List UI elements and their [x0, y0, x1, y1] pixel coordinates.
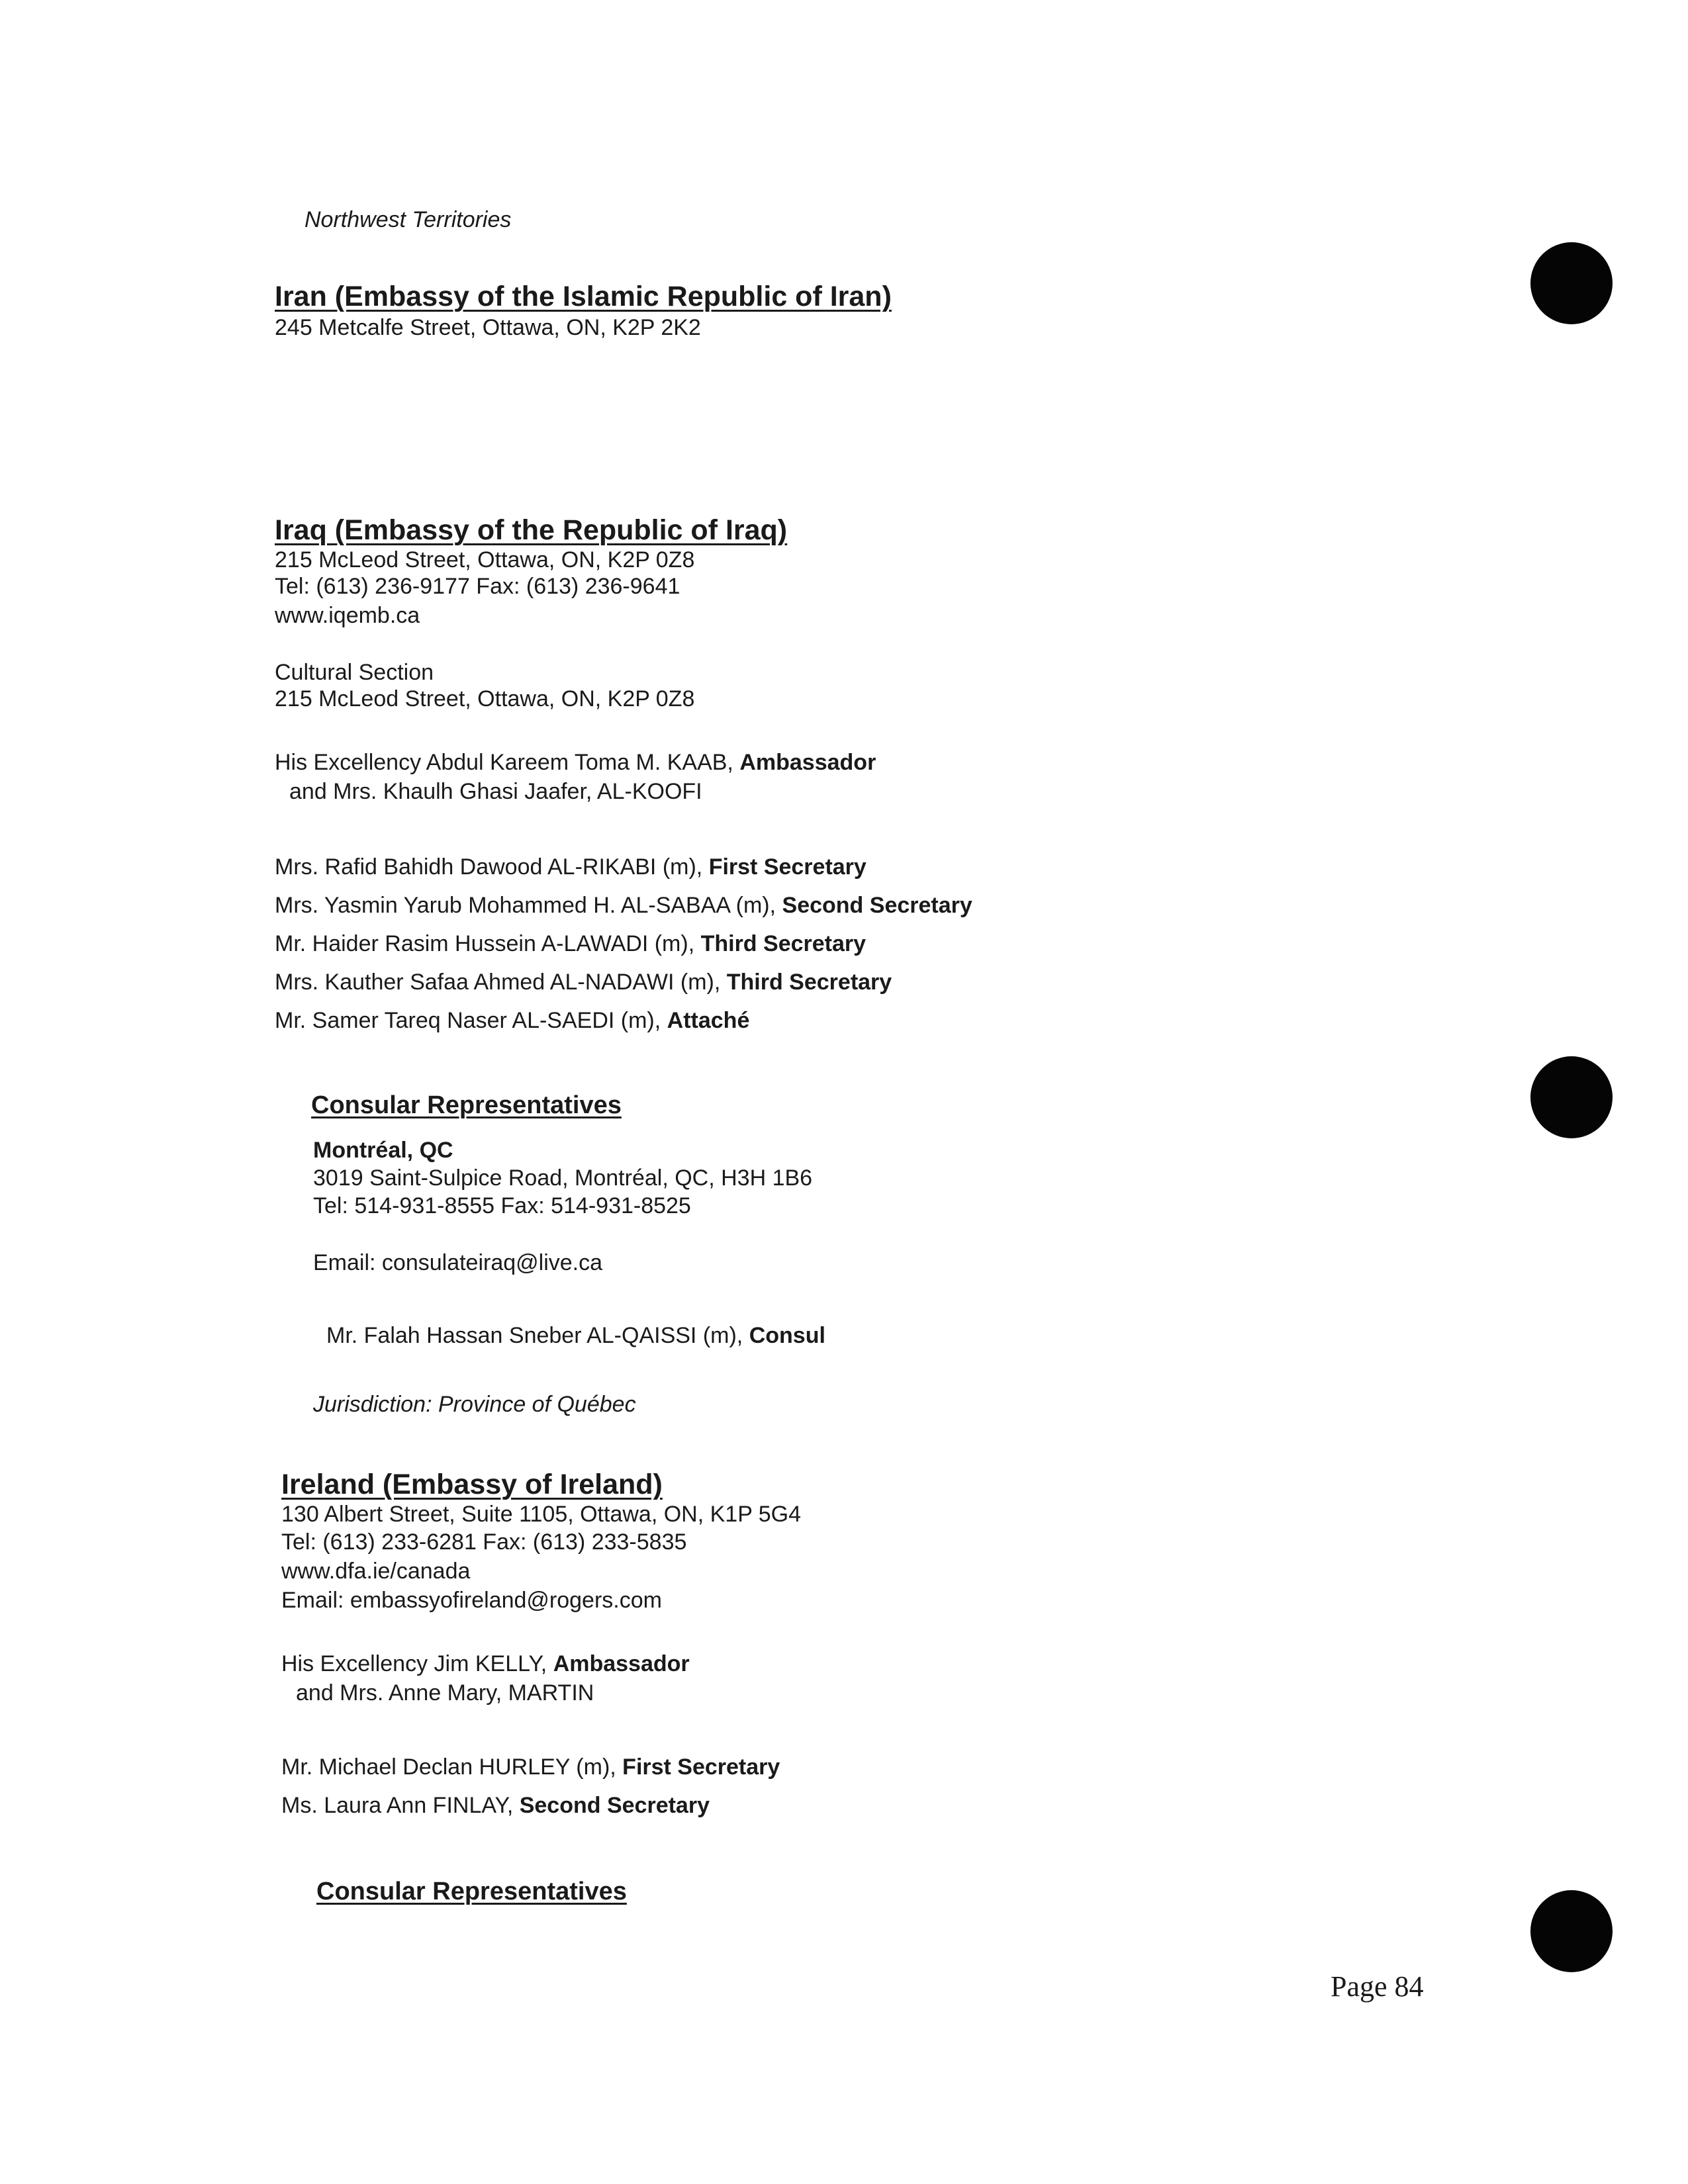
ireland-phone: Tel: (613) 233-6281 Fax: (613) 233-5835: [281, 1529, 687, 1555]
iraq-consular-email: Email: consulateiraq@live.ca: [313, 1250, 603, 1275]
person-title: Consul: [749, 1323, 825, 1348]
person-name: Mr. Michael Declan HURLEY (m),: [281, 1754, 623, 1780]
punch-hole-top: [1530, 242, 1613, 324]
person-name: Ms. Laura Ann FINLAY,: [281, 1793, 520, 1818]
ireland-address: 130 Albert Street, Suite 1105, Ottawa, ON, K1P 5G4: [281, 1502, 801, 1527]
iraq-phone: Tel: (613) 236-9177 Fax: (613) 236-9641: [275, 574, 680, 599]
ireland-ambassador-spouse: and Mrs. Anne Mary, MARTIN: [296, 1680, 594, 1706]
iran-heading: Iran (Embassy of the Islamic Republic of Iran): [275, 281, 892, 312]
person-name: Mrs. Rafid Bahidh Dawood AL-RIKABI (m),: [275, 854, 709, 880]
person-title: Third Secretary: [726, 970, 892, 995]
iraq-staff-row: [275, 931, 866, 957]
iran-address: 245 Metcalfe Street, Ottawa, ON, K2P 2K2: [275, 315, 701, 340]
iraq-consul: [326, 1322, 825, 1349]
ireland-consular-heading: Consular Representatives: [316, 1878, 627, 1905]
ireland-staff-row: [281, 1754, 780, 1780]
iraq-ambassador-spouse: and Mrs. Khaulh Ghasi Jaafer, AL-KOOFI: [289, 779, 702, 804]
iraq-staff-row: [275, 854, 867, 880]
iraq-staff-row: [275, 969, 892, 995]
person-title: First Secretary: [708, 854, 867, 880]
iraq-consular-heading: Consular Representatives: [311, 1091, 622, 1119]
person-title: Attaché: [667, 1008, 750, 1033]
iraq-consular-address: 3019 Saint-Sulpice Road, Montréal, QC, H3H 1B6: [313, 1165, 813, 1191]
iraq-staff-row: [275, 1007, 749, 1034]
iraq-staff-row: [275, 892, 972, 919]
person-name: Mr. Falah Hassan Sneber AL-QAISSI (m),: [326, 1323, 749, 1348]
person-title: Ambassador: [739, 750, 876, 775]
person-title: Third Secretary: [700, 931, 867, 956]
person-title: Ambassador: [553, 1651, 690, 1676]
iraq-cultural-title: Cultural Section: [275, 660, 434, 685]
iraq-heading: Iraq (Embassy of the Republic of Iraq): [275, 514, 788, 546]
iraq-ambassador: [275, 749, 876, 776]
page-number: Page 84: [1331, 1970, 1424, 2003]
ireland-ambassador: [281, 1651, 690, 1677]
region-label: Northwest Territories: [305, 207, 512, 232]
iraq-cultural-address: 215 McLeod Street, Ottawa, ON, K2P 0Z8: [275, 686, 695, 711]
person-name: Mrs. Yasmin Yarub Mohammed H. AL-SABAA (m),: [275, 893, 782, 918]
person-name: Mr. Haider Rasim Hussein A-LAWADI (m),: [275, 931, 701, 956]
person-name: Mr. Samer Tareq Naser AL-SAEDI (m),: [275, 1008, 667, 1033]
punch-hole-middle: [1530, 1056, 1613, 1138]
ireland-staff-row: [281, 1792, 710, 1819]
person-name: Mrs. Kauther Safaa Ahmed AL-NADAWI (m),: [275, 970, 727, 995]
person-name: His Excellency Jim KELLY,: [281, 1651, 553, 1676]
person-title: First Secretary: [622, 1754, 780, 1780]
iraq-consular-phone: Tel: 514-931-8555 Fax: 514-931-8525: [313, 1193, 691, 1218]
person-name: His Excellency Abdul Kareem Toma M. KAAB,: [275, 750, 740, 775]
punch-hole-bottom: [1530, 1890, 1613, 1972]
person-title: Second Secretary: [782, 893, 972, 918]
iraq-address: 215 McLeod Street, Ottawa, ON, K2P 0Z8: [275, 547, 695, 572]
iraq-website: www.iqemb.ca: [275, 603, 420, 628]
iraq-jurisdiction: Jurisdiction: Province of Québec: [313, 1392, 636, 1417]
ireland-email: Email: embassyofireland@rogers.com: [281, 1588, 662, 1613]
iraq-consular-city: Montréal, QC: [313, 1138, 453, 1163]
ireland-website: www.dfa.ie/canada: [281, 1559, 471, 1584]
person-title: Second Secretary: [519, 1793, 710, 1818]
ireland-heading: Ireland (Embassy of Ireland): [281, 1469, 663, 1500]
